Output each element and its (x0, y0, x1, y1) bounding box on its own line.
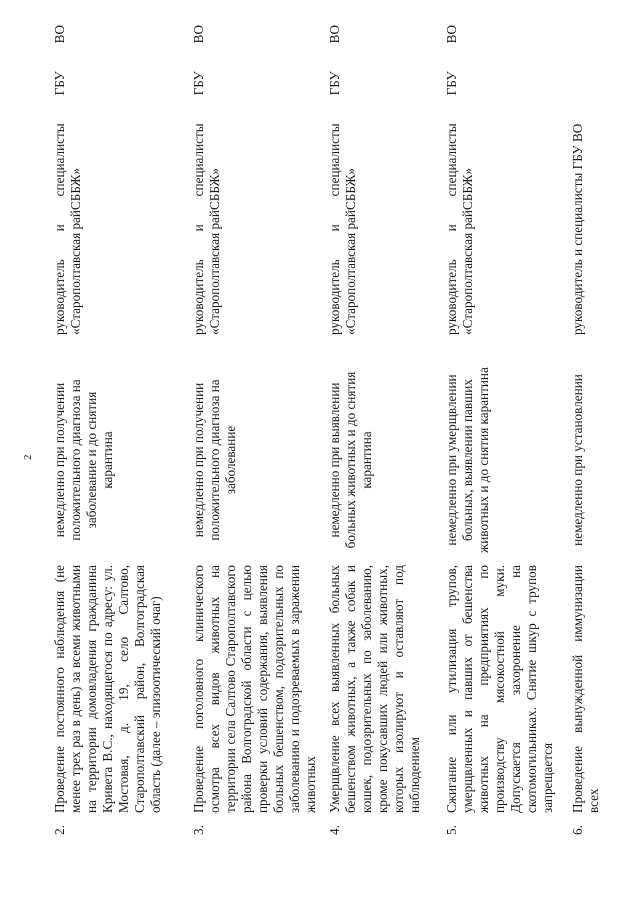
measure-description: Сжигание или утилизация трупов, умерщвленных и павших от бешенства животных на предприятиях по производству мясокостной муки. Допускается захоронение на скотомогильниках. Снятие шкур с трупов запрещается (444, 565, 555, 813)
row-number: 2. (52, 825, 67, 835)
deadline-cell: немедленно при установлении (570, 374, 585, 546)
responsible-cell: руководитель и специалисты ГБУ ВО (570, 123, 585, 335)
deadline-cell: немедленно при получении положительного диагноза на заболевание и до снятия карантина (52, 379, 115, 541)
row-number: 5. (444, 825, 459, 835)
deadline-cell: немедленно при выявлении больных животных и до снятия карантина (327, 371, 374, 549)
responsible-cell: руководитель и специалисты ГБУ ВО «Старополтавская райСББЖ» (444, 25, 475, 335)
measure-description: Проведение постоянного наблюдения (не менее трех раз в день) за всеми животными на территории домовладения гражданина Кривета В.С., находящегося по адресу: ул. Мостовая, д. 19, село Салтово, Старополтавский район, Волгоградская область (далее – эпизоотический очаг) (52, 565, 163, 813)
responsible-cell: руководитель и специалисты ГБУ ВО «Старополтавская райСББЖ» (52, 25, 83, 335)
page-number: 2 (22, 454, 34, 460)
measure-description: Проведение поголовного клинического осмотра всех видов животных на территории села Салтово Старополтавского района Волгоградской области с целью проверки условий содержания, выявления больных бешенством, подозрительных по заболеванию и подозреваемых в заражении животных (191, 565, 318, 813)
responsible-cell: руководитель и специалисты ГБУ ВО «Старополтавская райСББЖ» (191, 25, 222, 335)
row-number: 4. (327, 825, 342, 835)
responsible-cell: руководитель и специалисты ГБУ ВО «Старополтавская райСББЖ» (327, 25, 358, 335)
row-number: 6. (570, 825, 585, 835)
measure-description: Проведение вынужденной иммунизации всех (570, 565, 601, 813)
measure-description: Умерщвление всех выявленных больных бешенством животных, а также собак и кошек, подозрительных по заболеванию, кроме покусавших людей или животных, которых изолируют и оставляют под наблюдением (327, 565, 422, 813)
deadline-cell: немедленно при получении положительного диагноза на заболевание (191, 379, 238, 541)
deadline-cell: немедленно при умерщвлении больных, выявлении павших животных и до снятия карантина (444, 367, 491, 553)
row-number: 3. (191, 825, 206, 835)
